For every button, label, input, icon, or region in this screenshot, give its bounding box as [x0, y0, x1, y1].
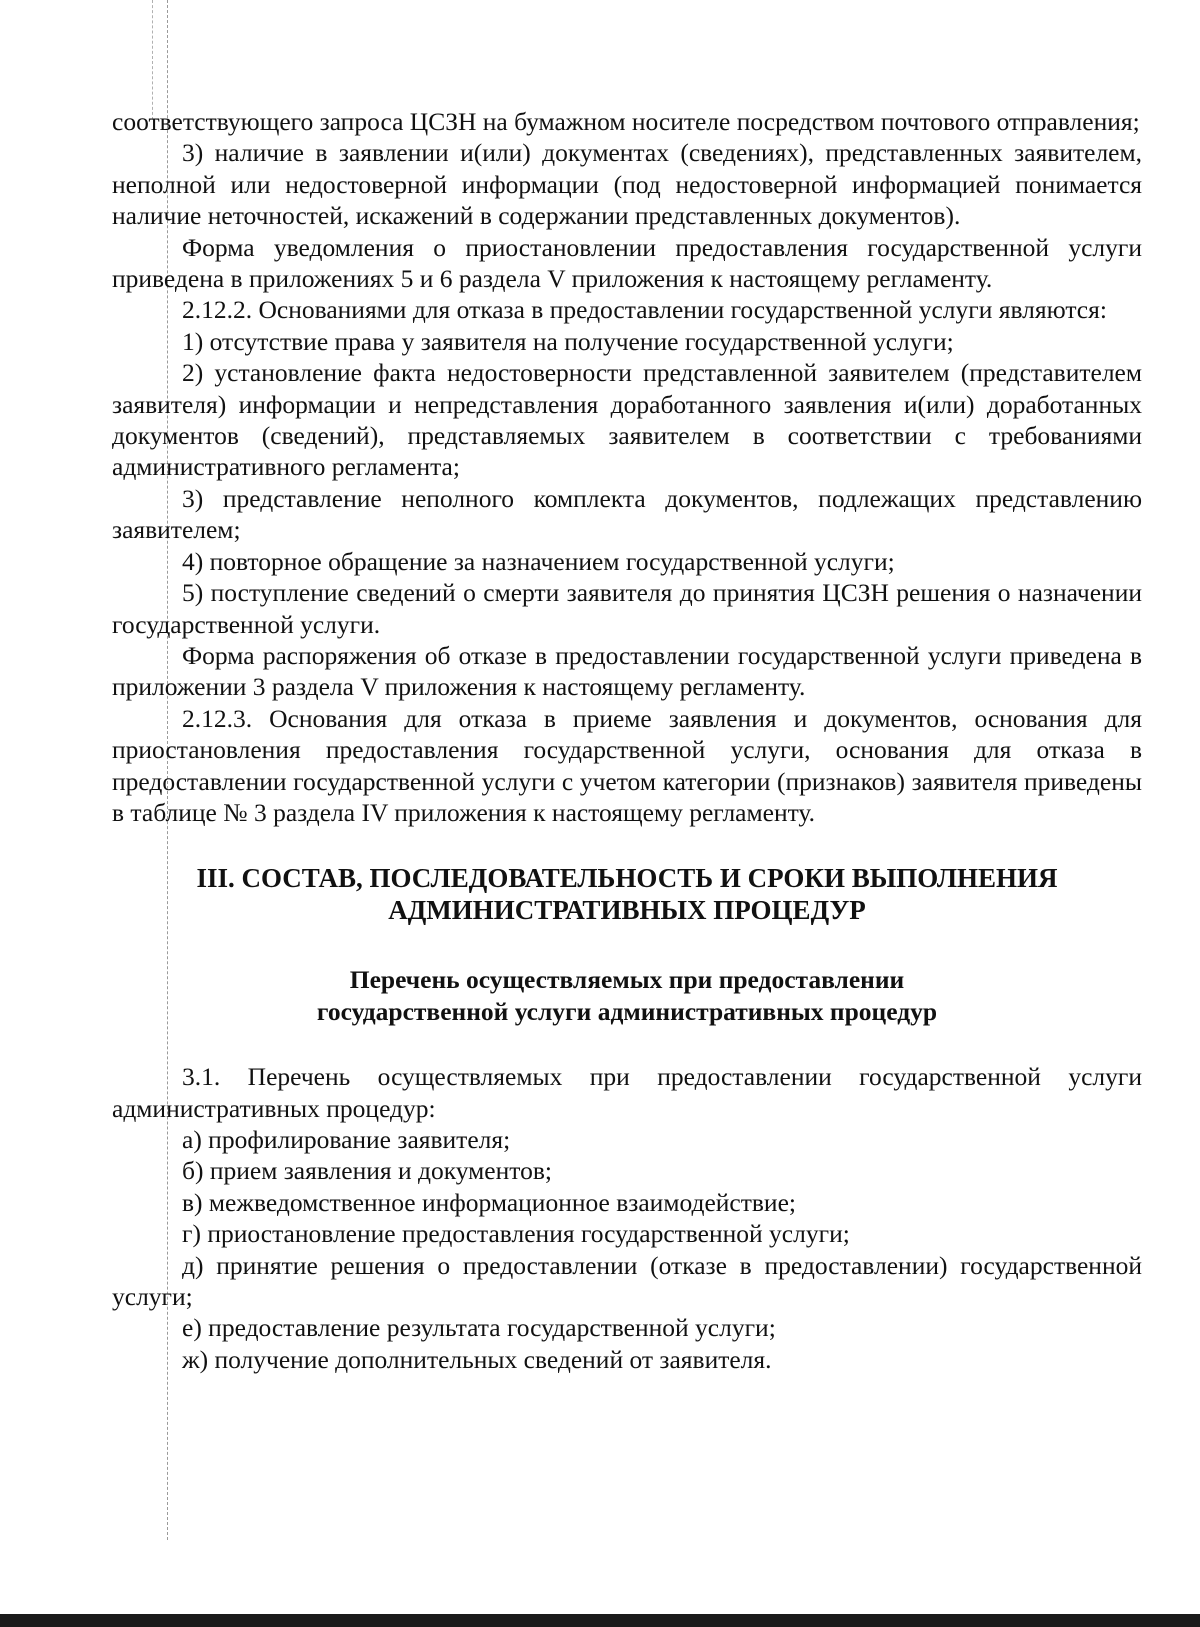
scan-bottom-edge [0, 1614, 1200, 1627]
document-page [112, 106, 1142, 1375]
paragraph: 1) отсутствие права у заявителя на получение государственной услуги; [182, 326, 954, 356]
paragraph: 3) представление неполного комплекта документов, подлежащих представлению заявителем; [112, 483, 1142, 545]
section-heading: III. СОСТАВ, ПОСЛЕДОВАТЕЛЬНОСТЬ И СРОКИ ВЫПОЛНЕНИЯ [196, 863, 1058, 894]
paragraph: соответствующего запроса ЦСЗН на бумажном носителе посредством почтового отправления; [112, 107, 1140, 136]
paragraph: 5) поступление сведений о смерти заявителя до принятия ЦСЗН решения о назначении государственной услуги. [112, 578, 1142, 639]
scan-fold-line-secondary [152, 0, 153, 120]
list-item: е) предоставление результата государственной услуги; [182, 1313, 776, 1343]
paragraph: 3.1. Перечень осуществляемых при предоставлении государственной услуги административных процедур: [112, 1062, 1142, 1123]
paragraph: 3) наличие в заявлении и(или) документах (сведениях), представленных заявителем, неполной или недостоверной информации (под недостоверной информацией понимается наличие неточностей, искажений в содержании представленных документов). [112, 138, 1142, 231]
section-heading: АДМИНИСТРАТИВНЫХ ПРОЦЕДУР [388, 895, 866, 926]
paragraph: 2.12.2. Основаниями для отказа в предоставлении государственной услуги являются: [182, 295, 1107, 325]
paragraph: 4) повторное обращение за назначением государственной услуги; [182, 546, 895, 576]
list-item: г) приостановление предоставления государственной услуги; [182, 1219, 850, 1249]
list-item: а) профилирование заявителя; [182, 1124, 511, 1154]
paragraph: Форма распоряжения об отказе в предоставлении государственной услуги приведена в приложении 3 раздела V приложения к настоящему регламенту. [112, 640, 1142, 702]
list-item: в) межведомственное информационное взаимодействие; [182, 1187, 796, 1217]
subheading: Перечень осуществляемых при предоставлении [349, 965, 905, 995]
list-item: д) принятие решения о предоставлении (отказе в предоставлении) государственной услуги; [112, 1250, 1142, 1311]
list-item: б) прием заявления и документов; [182, 1156, 552, 1186]
paragraph: Форма уведомления о приостановлении предоставления государственной услуги приведена в приложениях 5 и 6 раздела V приложения к настоящему регламенту. [112, 232, 1142, 294]
paragraph: 2) установление факта недостоверности представленной заявителем (представителем заявителя) информации и непредставления доработанного заявления и(или) доработанных документов (сведений), представляемых заявителем в соответствии с требованиями административного регламента; [112, 358, 1142, 482]
subheading: государственной услуги административных процедур [316, 996, 938, 1026]
paragraph: 2.12.3. Основания для отказа в приеме заявления и документов, основания для приостановления предоставления государственной услуги, основания для отказа в предоставлении государственной услуги с учетом категории (признаков) заявителя приведены в таблице № 3 раздела IV приложения к настоящему регламенту. [112, 703, 1142, 827]
list-item: ж) получение дополнительных сведений от заявителя. [182, 1344, 772, 1374]
